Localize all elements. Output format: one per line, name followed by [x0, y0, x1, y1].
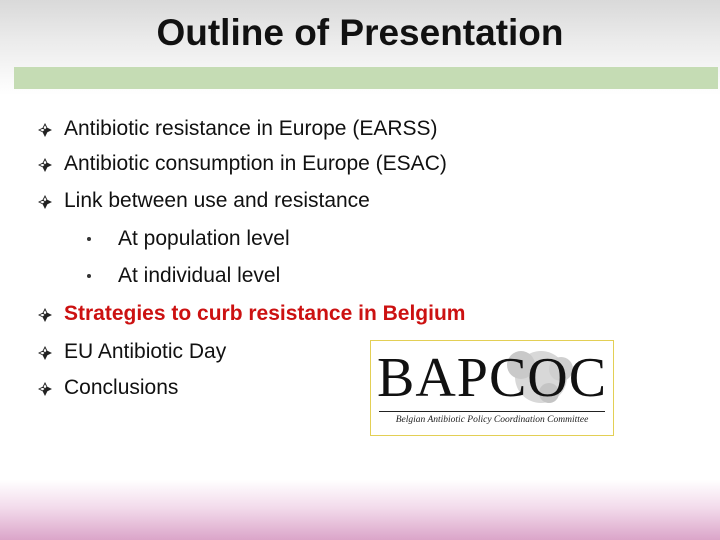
- logo-subtitle: Belgian Antibiotic Policy Coordination Committee: [395, 415, 589, 425]
- dot-bullet-icon: [87, 274, 91, 278]
- diamond-bullet-icon: [38, 195, 52, 209]
- bapcoc-logo: [370, 340, 614, 436]
- logo-rule: [379, 411, 605, 412]
- diamond-bullet-icon: [38, 346, 52, 360]
- sub-list-item-text: At population level: [118, 227, 290, 250]
- list-item-text: EU Antibiotic Day: [64, 340, 227, 363]
- diamond-bullet-icon: [38, 158, 52, 172]
- list-item-text: Strategies to curb resistance in Belgium: [64, 302, 466, 325]
- list-item-text: Link between use and resistance: [64, 189, 370, 212]
- logo-wordmark: BAPCOC: [377, 347, 608, 409]
- dot-bullet-icon: [87, 237, 91, 241]
- diamond-bullet-icon: [38, 382, 52, 396]
- list-item-text: Antibiotic consumption in Europe (ESAC): [64, 152, 447, 175]
- sub-list-item-text: At individual level: [118, 264, 281, 287]
- footer-background: [0, 480, 720, 540]
- list-item-text: Antibiotic resistance in Europe (EARSS): [64, 117, 438, 140]
- slide-title: Outline of Presentation: [156, 12, 564, 53]
- list-item-text: Conclusions: [64, 376, 179, 399]
- title-rule: [14, 67, 718, 89]
- diamond-bullet-icon: [38, 123, 52, 137]
- diamond-bullet-icon: [38, 308, 52, 322]
